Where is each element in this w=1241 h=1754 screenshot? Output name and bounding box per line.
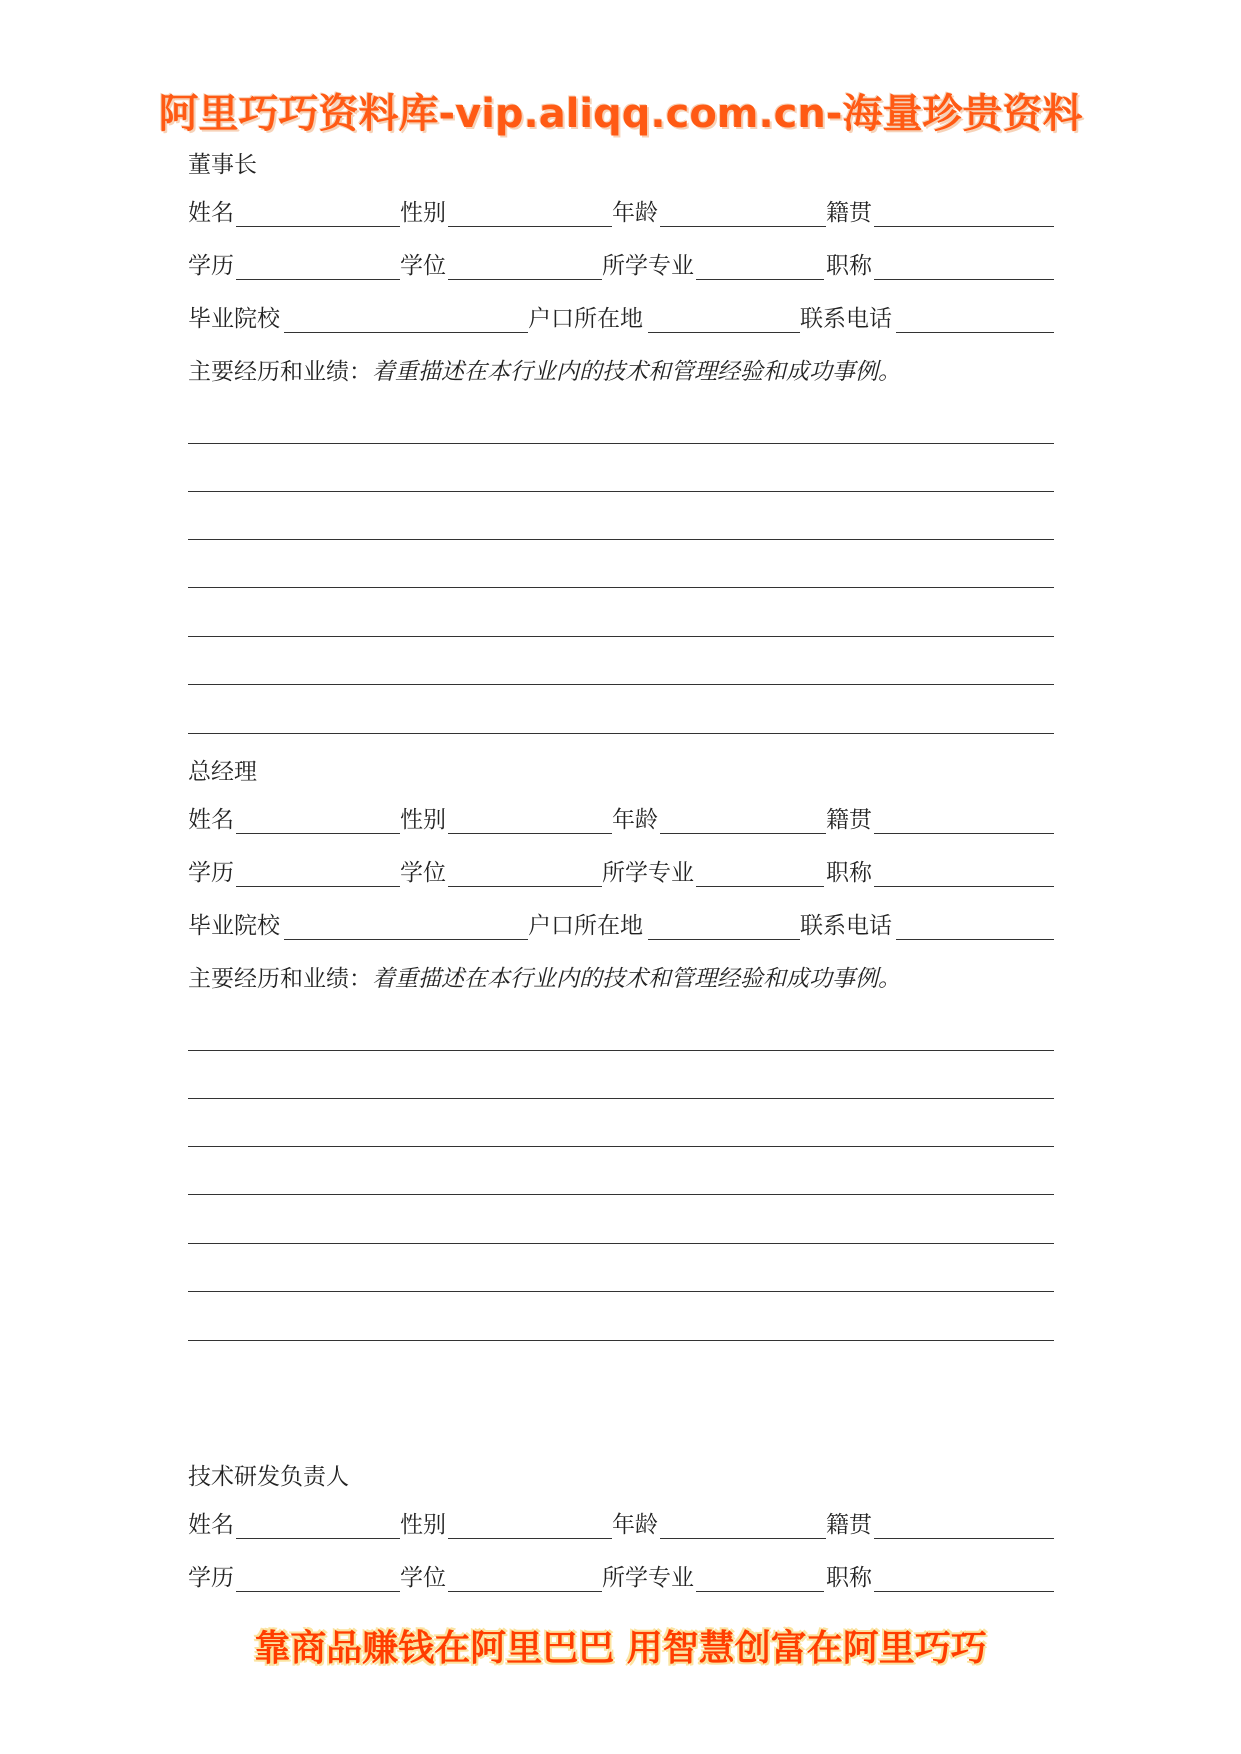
degree-field[interactable] bbox=[448, 279, 602, 280]
school-field[interactable] bbox=[284, 939, 528, 940]
experience-line[interactable] bbox=[188, 1146, 1054, 1147]
gender-label: 性别 bbox=[400, 807, 446, 833]
phone-field[interactable] bbox=[896, 939, 1054, 940]
age-field[interactable] bbox=[660, 1538, 826, 1539]
section-title: 总经理 bbox=[188, 759, 257, 785]
experience-line[interactable] bbox=[188, 1098, 1054, 1099]
experience-prompt bbox=[188, 357, 901, 387]
education-field[interactable] bbox=[236, 886, 400, 887]
residence-label: 户口所在地 bbox=[528, 306, 643, 332]
experience-line[interactable] bbox=[188, 539, 1054, 540]
name-field[interactable] bbox=[236, 226, 400, 227]
school-row bbox=[188, 304, 1054, 334]
experience-line[interactable] bbox=[188, 443, 1054, 444]
name-label: 姓名 bbox=[188, 1512, 234, 1538]
degree-label: 学位 bbox=[400, 253, 446, 279]
degree-field[interactable] bbox=[448, 1591, 602, 1592]
personal-info-row bbox=[188, 198, 1054, 228]
education-row bbox=[188, 1563, 1054, 1593]
name-field[interactable] bbox=[236, 1538, 400, 1539]
education-field[interactable] bbox=[236, 1591, 400, 1592]
footer-banner: 靠商品赚钱在阿里巴巴 用智慧创富在阿里巧巧 bbox=[254, 1628, 987, 1669]
personal-info-row bbox=[188, 1510, 1054, 1540]
major-field[interactable] bbox=[696, 279, 824, 280]
experience-line[interactable] bbox=[188, 587, 1054, 588]
header-banner: 阿里巧巧资料库-vip.aliqq.com.cn-海量珍贵资料 bbox=[158, 91, 1083, 137]
residence-label: 户口所在地 bbox=[528, 913, 643, 939]
title-label: 职称 bbox=[826, 860, 872, 886]
age-field[interactable] bbox=[660, 226, 826, 227]
native-place-label: 籍贯 bbox=[826, 807, 872, 833]
native-place-field[interactable] bbox=[874, 226, 1054, 227]
major-label: 所学专业 bbox=[602, 1565, 694, 1591]
gender-label: 性别 bbox=[400, 1512, 446, 1538]
title-label: 职称 bbox=[826, 1565, 872, 1591]
major-field[interactable] bbox=[696, 886, 824, 887]
residence-field[interactable] bbox=[648, 332, 800, 333]
school-row bbox=[188, 911, 1054, 941]
experience-line[interactable] bbox=[188, 491, 1054, 492]
experience-line[interactable] bbox=[188, 1291, 1054, 1292]
native-place-field[interactable] bbox=[874, 1538, 1054, 1539]
title-field[interactable] bbox=[874, 886, 1054, 887]
residence-field[interactable] bbox=[648, 939, 800, 940]
title-label: 职称 bbox=[826, 253, 872, 279]
native-place-field[interactable] bbox=[874, 833, 1054, 834]
age-field[interactable] bbox=[660, 833, 826, 834]
major-label: 所学专业 bbox=[602, 253, 694, 279]
native-place-label: 籍贯 bbox=[826, 1512, 872, 1538]
major-label: 所学专业 bbox=[602, 860, 694, 886]
experience-line[interactable] bbox=[188, 1050, 1054, 1051]
experience-label: 主要经历和业绩： bbox=[188, 359, 372, 385]
name-label: 姓名 bbox=[188, 200, 234, 226]
degree-field[interactable] bbox=[448, 886, 602, 887]
education-label: 学历 bbox=[188, 253, 234, 279]
education-label: 学历 bbox=[188, 860, 234, 886]
experience-label: 主要经历和业绩： bbox=[188, 966, 372, 992]
gender-field[interactable] bbox=[448, 1538, 612, 1539]
gender-field[interactable] bbox=[448, 226, 612, 227]
experience-line[interactable] bbox=[188, 733, 1054, 734]
phone-label: 联系电话 bbox=[800, 306, 892, 332]
education-field[interactable] bbox=[236, 279, 400, 280]
experience-line[interactable] bbox=[188, 684, 1054, 685]
age-label: 年龄 bbox=[612, 807, 658, 833]
title-field[interactable] bbox=[874, 279, 1054, 280]
experience-hint: 着重描述在本行业内的技术和管理经验和成功事例。 bbox=[372, 966, 901, 992]
experience-line[interactable] bbox=[188, 1194, 1054, 1195]
school-field[interactable] bbox=[284, 332, 528, 333]
education-label: 学历 bbox=[188, 1565, 234, 1591]
gender-label: 性别 bbox=[400, 200, 446, 226]
native-place-label: 籍贯 bbox=[826, 200, 872, 226]
school-label: 毕业院校 bbox=[188, 306, 280, 332]
gender-field[interactable] bbox=[448, 833, 612, 834]
name-field[interactable] bbox=[236, 833, 400, 834]
experience-hint: 着重描述在本行业内的技术和管理经验和成功事例。 bbox=[372, 359, 901, 385]
education-row bbox=[188, 251, 1054, 281]
name-label: 姓名 bbox=[188, 807, 234, 833]
phone-field[interactable] bbox=[896, 332, 1054, 333]
age-label: 年龄 bbox=[612, 200, 658, 226]
experience-line[interactable] bbox=[188, 636, 1054, 637]
title-field[interactable] bbox=[874, 1591, 1054, 1592]
degree-label: 学位 bbox=[400, 1565, 446, 1591]
degree-label: 学位 bbox=[400, 860, 446, 886]
personal-info-row bbox=[188, 805, 1054, 835]
experience-line[interactable] bbox=[188, 1243, 1054, 1244]
education-row bbox=[188, 858, 1054, 888]
school-label: 毕业院校 bbox=[188, 913, 280, 939]
phone-label: 联系电话 bbox=[800, 913, 892, 939]
section-title: 技术研发负责人 bbox=[188, 1464, 349, 1490]
section-title: 董事长 bbox=[188, 152, 257, 178]
experience-line[interactable] bbox=[188, 1340, 1054, 1341]
age-label: 年龄 bbox=[612, 1512, 658, 1538]
major-field[interactable] bbox=[696, 1591, 824, 1592]
experience-prompt bbox=[188, 964, 901, 994]
